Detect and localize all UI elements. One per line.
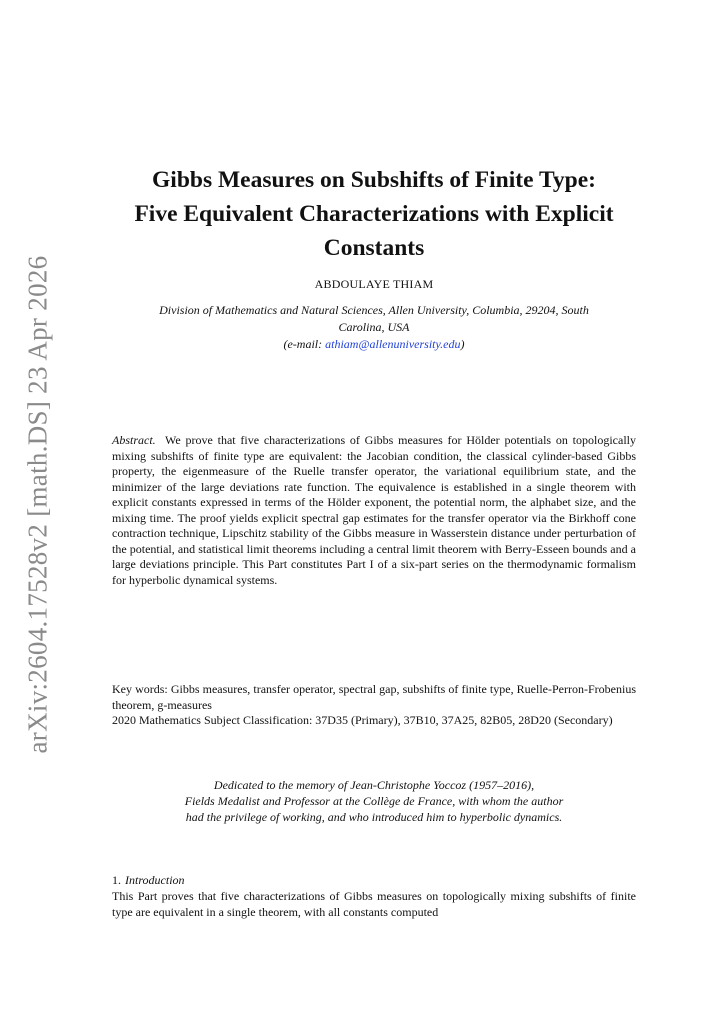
dedication-line: Fields Medalist and Professor at the Collège de France, with whom the author: [184, 794, 564, 808]
email-prefix: (e-mail:: [283, 337, 326, 351]
msc-classification: 2020 Mathematics Subject Classification: 37D35 (Primary), 37B10, 37A25, 82B05, 28D20 (Secondary): [112, 713, 613, 727]
arxiv-identifier-text: arXiv:2604.17528v2 [math.DS] 23 Apr 2026: [22, 255, 53, 753]
abstract-label: Abstract.: [112, 433, 156, 447]
abstract: [112, 433, 636, 588]
section-number: 1.: [112, 873, 121, 887]
title-line: Constants: [323, 235, 425, 261]
dedication-line: Dedicated to the memory of Jean-Christophe Yoccoz (1957–2016),: [213, 778, 535, 792]
affiliation: [112, 302, 636, 353]
affiliation-line: Carolina, USA: [338, 320, 410, 334]
section-title: Introduction: [125, 873, 185, 887]
email-suffix: ): [460, 337, 465, 351]
keywords: Key words: Gibbs measures, transfer operator, spectral gap, subshifts of finite type, Ruelle-Perron-Frobenius theorem, g-measures: [112, 682, 636, 712]
introduction-text: This Part proves that five characterizations of Gibbs measures on topologically mixing subshifts of finite type are equivalent in a single theorem, with all constants computed: [112, 889, 636, 919]
dedication: [112, 777, 636, 825]
dedication-line: had the privilege of working, and who introduced him to hyperbolic dynamics.: [185, 810, 563, 824]
affiliation-line: Division of Mathematics and Natural Sciences, Allen University, Columbia, 29204, South: [159, 303, 589, 317]
section-heading: [112, 873, 185, 888]
title-line: Five Equivalent Characterizations with Explicit: [134, 201, 614, 227]
author-name: ABDOULAYE THIAM: [314, 277, 434, 291]
abstract-body: We prove that five characterizations of Gibbs measures for Hölder potentials on topologically mixing subshifts of finite type are equivalent: the Jacobian condition, the classical cylinder-based Gibbs property, the eigenmeasure of the Ruelle transfer operator, the variational equilibrium state, and the minimizer of the large deviations rate function. The equivalence is established in a single theorem with explicit constants expressed in terms of the Hölder exponent, the potential norm, the alphabet size, and the mixing time. The proof yields explicit spectral gap estimates for the transfer operator via the Birkhoff cone contraction technique, Lipschitz stability of the Gibbs measure in Wasserstein distance under perturbation of the potential, and statistical limit theorems including a central limit theorem with Berry-Esseen bounds and a large deviations principle. This Part constitutes Part I of a six-part series on the thermodynamic formalism for hyperbolic dynamical systems.: [112, 433, 636, 587]
arxiv-identifier-stamp: [14, 234, 62, 774]
title-line: Gibbs Measures on Subshifts of Finite Type:: [152, 167, 596, 193]
email-line: [112, 336, 636, 353]
paper-title: [112, 163, 636, 265]
email-link[interactable]: athiam@allenuniversity.edu: [325, 337, 461, 351]
keywords-block: [112, 682, 636, 729]
